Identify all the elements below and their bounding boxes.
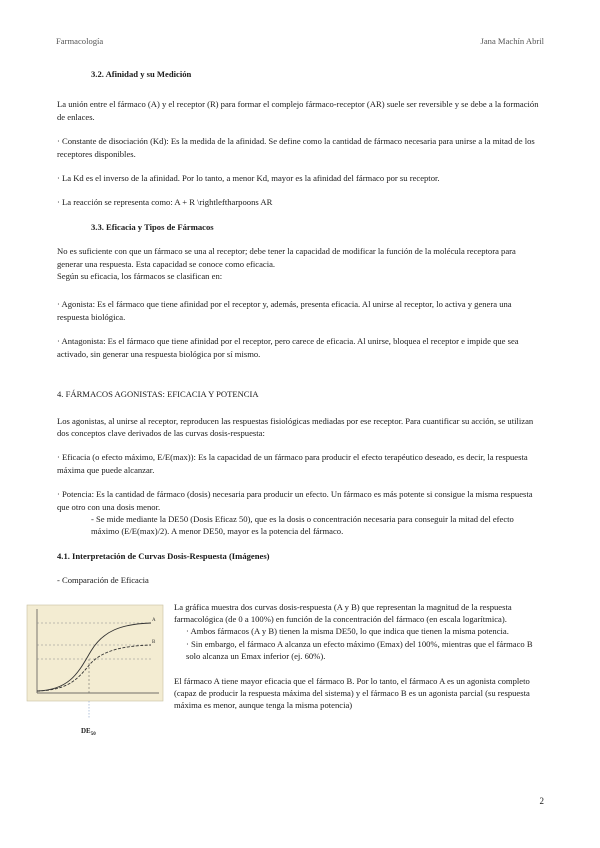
de50-label: $DE_{50}$	[81, 726, 96, 737]
dose-response-figure	[21, 601, 171, 741]
plot-background	[27, 605, 163, 701]
header-left: Farmacología	[56, 36, 104, 46]
section-3-3-title: 3.3. Eficacia y Tipos de Fármacos	[91, 221, 214, 232]
s33-bullet-1: · Agonista: Es el fármaco que tiene afinidad por el receptor y, además, presenta eficacia. Al unirse al receptor, lo activa y genera una respuesta biológica.	[57, 299, 512, 322]
s32-bullet-1: · Constante de disociación (Kd): Es la medida de la afinidad. Se define como la cantidad de fármaco necesaria para unirse a la mitad de los receptores disponibles.	[57, 136, 535, 159]
s41-subtitle: - Comparación de Eficacia	[57, 575, 149, 586]
figure-row	[57, 601, 543, 751]
s32-bullet-2: · La Kd es el inverso de la afinidad. Por lo tanto, a menor Kd, mayor es la afinidad del fármaco por su receptor.	[57, 173, 440, 184]
s4-bullet-2-sub: - Se mide mediante la DE50 (Dosis Eficaz 50), que es la dosis o concentración necesaria para conseguir la mitad del efecto máximo (E/E(max)/2). A menor DE50, mayor es la potencia del fármaco.	[91, 513, 514, 537]
figure-description	[174, 601, 543, 712]
curve-a-label: A	[152, 617, 156, 623]
section-3-2-title: 3.2. Afinidad y su Medición	[91, 69, 192, 79]
section-4-1-title: 4.1. Interpretación de Curvas Dosis-Respuesta (Imágenes)	[57, 550, 270, 561]
s4-intro: Los agonistas, al unirse al receptor, reproducen las respuestas fisiológicas mediadas por ese receptor. Para cuantificar su acción, se utilizan dos conceptos clave derivados de las curvas dosis-respuesta:	[57, 415, 534, 438]
s33-bullet-2: · Antagonista: Es el fármaco que tiene afinidad por el receptor, pero carece de eficacia. Al unirse, bloquea el receptor e impide que sea activado, sin generar una respuesta biológica por sí mismo.	[57, 336, 519, 359]
page-body	[57, 68, 543, 751]
s41-paragraph-1: La gráfica muestra dos curvas dosis-respuesta (A y B) que representan la magnitud de la respuesta farmacológica (de 0 a 100%) en función de la concentración del fármaco (en escala logarítmica).	[174, 601, 512, 624]
s41-bullet-1: · Ambos fármacos (A y B) tienen la misma DE50, lo que indica que tienen la misma potencia.	[186, 626, 509, 637]
page-number: 2	[539, 796, 544, 806]
s32-bullet-3: · La reacción se representa como: A + R \rightleftharpoons AR	[57, 197, 273, 208]
s4-bullet-1: · Eficacia (o efecto máximo, E/E(max)): Es la capacidad de un fármaco para producir el efecto terapéutico deseado, es decir, la respuesta máxima que puede alcanzar.	[57, 452, 528, 475]
header-right: Jana Machín Abril	[480, 36, 544, 46]
s33-intro-2: Según su eficacia, los fármacos se clasifican en:	[57, 271, 223, 282]
section-4-title: 4. FÁRMACOS AGONISTAS: EFICACIA Y POTENCIA	[57, 389, 259, 400]
s33-intro-1: No es suficiente con que un fármaco se una al receptor; debe tener la capacidad de modificar la función de la molécula receptora para generar una respuesta. Esta capacidad se conoce como eficacia.	[57, 246, 516, 269]
curve-b-label: B	[152, 639, 156, 645]
s41-bullet-2: · Sin embargo, el fármaco A alcanza un efecto máximo (Emax) del 100%, mientras que el fármaco B solo alcanza un Emax inferior (ej. 60%).	[186, 638, 533, 662]
s41-paragraph-2: El fármaco A tiene mayor eficacia que el fármaco B. Por lo tanto, el fármaco A es un agonista completo (capaz de producir la respuesta máxima del sistema) y el fármaco B es un agonista parcial (su respuesta máxima es menor, aunque tenga la misma potencia)	[174, 675, 530, 711]
s4-bullet-2: · Potencia: Es la cantidad de fármaco (dosis) necesaria para producir un efecto. Un fármaco es más potente si consigue la misma respuesta que otro con una dosis menor.	[57, 489, 533, 512]
s32-intro: La unión entre el fármaco (A) y el receptor (R) para formar el complejo fármaco-receptor (AR) suele ser reversible y se debe a la formación de enlaces.	[57, 99, 539, 122]
